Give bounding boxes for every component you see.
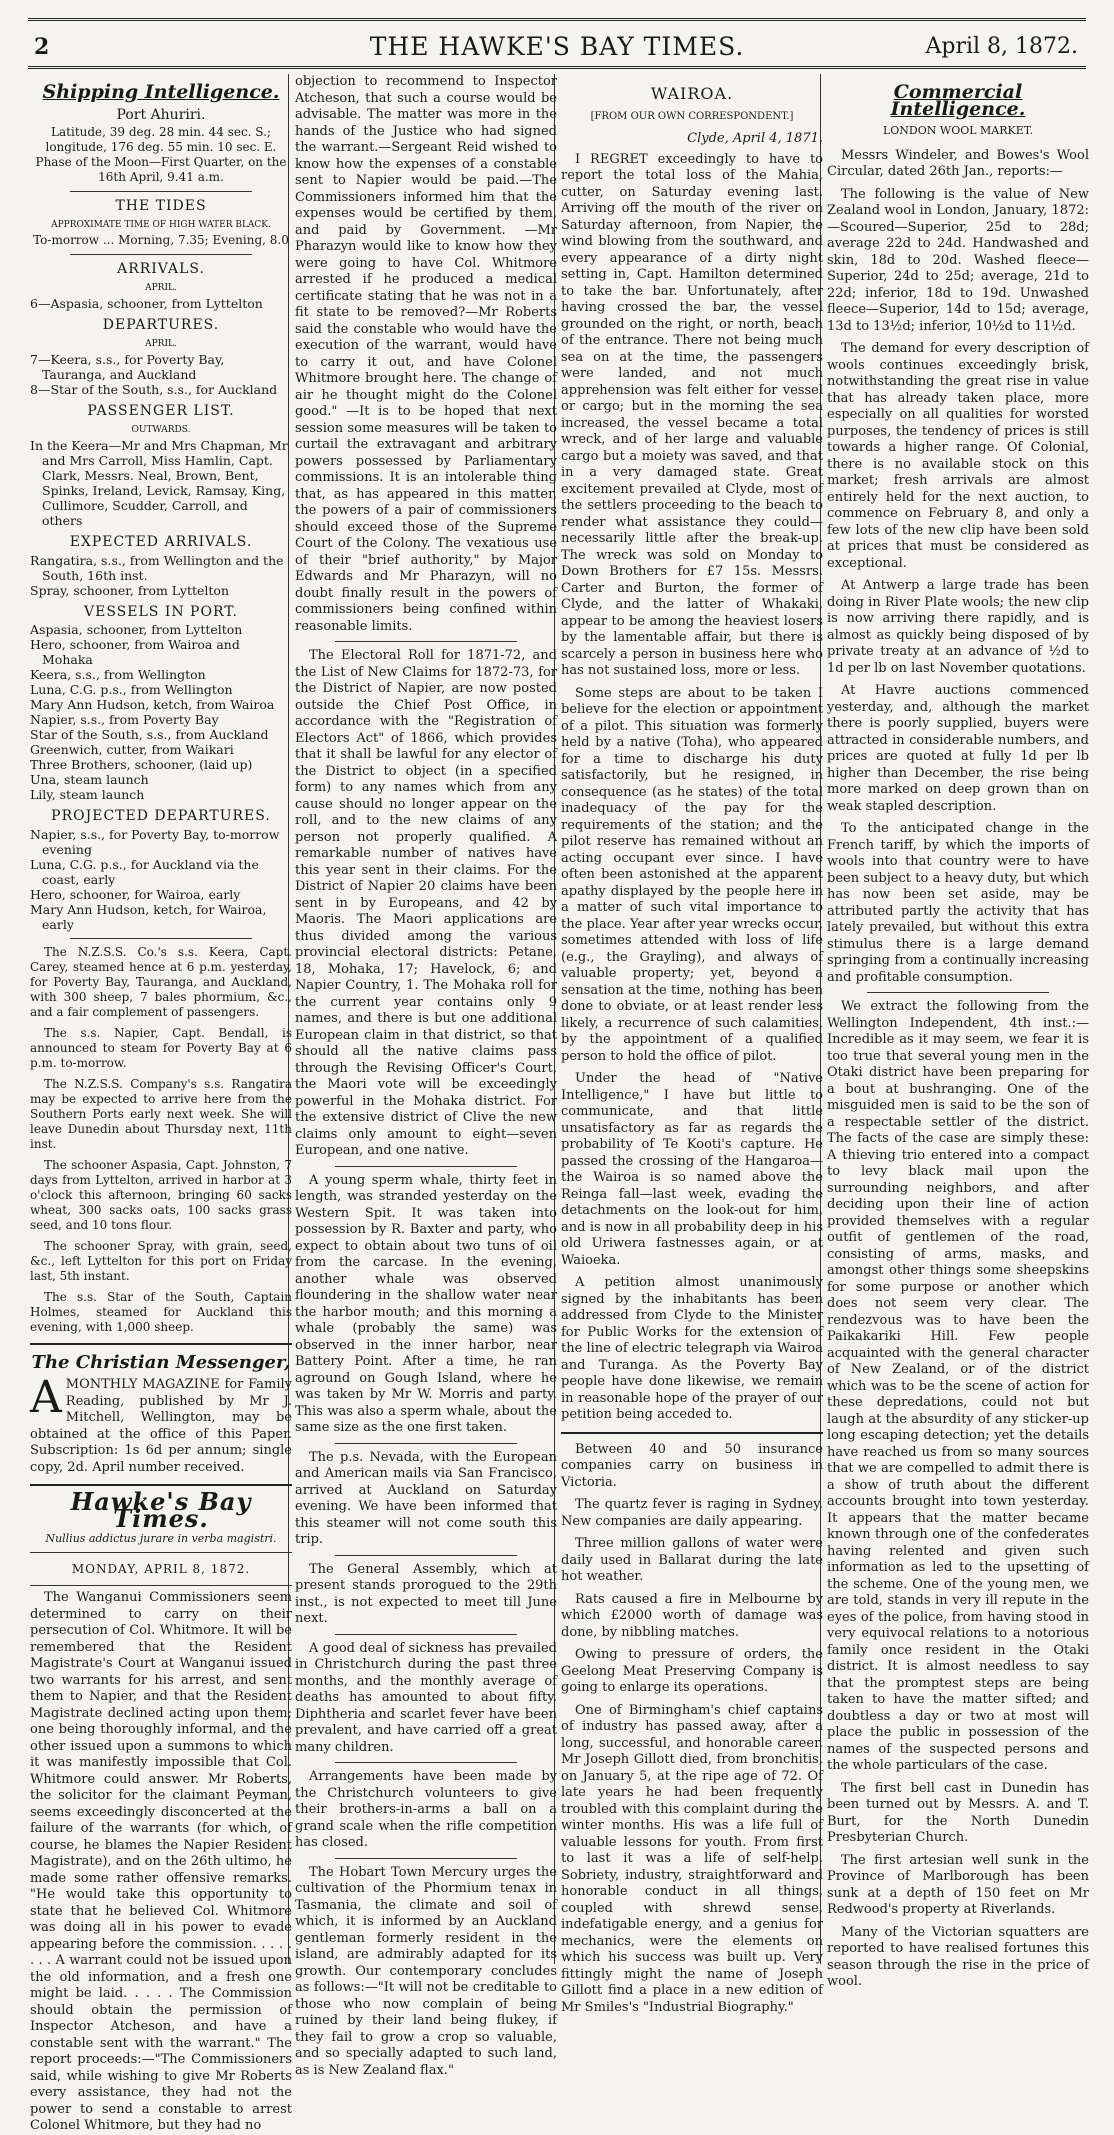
news-item: We extract the following from the Wellington Independent, 4th inst.:—Incredible as it may seem, we fear it is too true that several young men in the Otaki district have been preparing for a bout at bushranging. One of the misguided men is said to be the son of a respectable settler of the district. The facts of the case are simply these: A thieving trio entered into a compact to levy black mail upon the surrounding neighbors, and after deciding upon their line of action provided themselves with a regular outfit of gentlemen of the road, consisting of arms, masks, and amongst other things some sheepskins for some purpose or another which does not seem very clear. The rendezvous was to have been the Paikakariki Hill. Few people acquainted with the general character of New Zealand, or of the district which was to be the scene of action for these depredations, could not but laugh at the absurdity of any sticker-up long escaping detection; yet the details have reached us from so many sources that we are compelled to admit there is a show of truth about the different accounts brought into town yesterday. It appears that the matter became known through one of the confederates having relented and given such information as led to the upsetting of the scheme. One of the young men, we are told, stands in very ill repute in the eyes of the police, from having stood in very equivocal relations to a notorious family once resident in the Otaki district. It is almost needless to say that the promptest steps are being taken to have the matter sifted; and doubtless a day or two at most will place the public in possession of the names of the suspected persons and the whole particulars of the case. xyxy=(827,999,1089,1773)
inport-list xyxy=(30,622,292,802)
paper-nameplate: Hawke's Bay Times. xyxy=(70,1487,252,1533)
rule xyxy=(335,1634,517,1635)
news-item: The first bell cast in Dunedin has been turned out by Messrs. A. and T. Burt, for the North Dunedin Presbyterian Church. xyxy=(827,1780,1089,1845)
list-item: Greenwich, cutter, from Waikari xyxy=(30,742,234,757)
moon-phase: Phase of the Moon—First Quarter, on the 16th April, 9.41 a.m. xyxy=(35,155,287,184)
article-paragraph: The Hobart Town Mercury urges the cultivation of the Phormium tenax in Tasmania, the climate and soil of which, it is informed by an Auckland gentleman formerly resident in the island, are admirably adapted for its growth. Our contemporary concludes as follows:—"It will not be creditable to those who now complain of being ruined by their land being flukey, if they fail to grow a crop so valuable, and so specially adapted to such land, as is New Zealand flax." xyxy=(295,1864,557,2078)
list-item: Rangatira, s.s., from Wellington and the South, 16th inst. xyxy=(30,552,284,583)
article-paragraph: A young sperm whale, thirty feet in length, was stranded yesterday on the Western Spit. It was taken into possession by R. Baxter and party, who expect to obtain about two tuns of oil from the carcase. In the evening, another whale was observed floundering in the shallow water near the harbor mouth; and this morning a whale (probably the same) was observed in the inner harbor, near Battery Point. After a time, he ran aground on Gough Island, where he was taken by Mr W. Morris and party. This was also a sperm whale, about the same size as the one first taken. xyxy=(295,1172,557,1435)
shipping-note: The N.Z.S.S. Co.'s s.s. Keera, Capt. Carey, steamed hence at 6 p.m. yesterday, for Poverty Bay, Tauranga, and Auckland, with 300 sheep, 7 bales phormium, &c., and a fair complement of passengers. xyxy=(30,944,292,1019)
article-paragraph: The General Assembly, which at present stands prorogued to the 29th inst., is not expected to meet till June next. xyxy=(295,1561,557,1626)
issue-date: April 8, 1872. xyxy=(925,34,1078,59)
messenger-text: MONTHLY MAGAZINE for Family Reading, published by Mr J. Mitchell, Wellington, may be obtained at the office of this Paper. Subscription: 1s 6d per annum; single copy, 2d. April number received. xyxy=(30,1377,292,1475)
shipping-note: The s.s. Star of the South, Captain Holmes, steamed for Auckland this evening, with 1,000 sheep. xyxy=(30,1289,292,1334)
rule xyxy=(70,254,252,255)
masthead-rule xyxy=(28,66,1086,69)
tides-times: To-morrow ... Morning, 7.35; Evening, 8.0 xyxy=(33,233,289,247)
arrivals-list xyxy=(30,296,292,311)
rule xyxy=(335,1166,517,1167)
arrivals-heading: ARRIVALS. xyxy=(117,261,205,277)
wairoa-heading: WAIROA. xyxy=(650,84,734,103)
list-item: 8—Star of the South, s.s., for Auckland xyxy=(30,382,278,397)
tides-heading: THE TIDES xyxy=(115,198,207,214)
list-item: Lily, steam launch xyxy=(30,787,145,802)
departures-month: APRIL. xyxy=(145,338,177,349)
shipping-heading: Shipping Intelligence. xyxy=(42,81,280,103)
column-1 xyxy=(30,74,292,2133)
inport-heading: VESSELS IN PORT. xyxy=(84,603,238,620)
list-item: Luna, C.G. p.s., for Auckland via the coast, early xyxy=(30,856,259,887)
list-item: Three Brothers, schooner, (laid up) xyxy=(30,757,253,772)
messenger-heading: The Christian Messenger, xyxy=(31,1351,291,1373)
editorial-paragraph: The Wanganui Commissioners seem determined to carry on their persecution of Col. Whitmore. It will be remembered that the Resident Magistrate's Court at Wanganui issued two warrants for his arrest, and sent them to Napier, and that the Resident Magistrate declined acting upon them; one being thoroughly informal, and the other issued upon a summons to which it was manifestly impossible that Col. Whitmore could answer. Mr Roberts, the solicitor for the claimant Peyman, seems exceedingly disconcerted at the failure of the warrants (for which, of course, he blames the Napier Resident Magistrate), and on the 26th ultimo, he made some rather offensive remarks. "He would take this opportunity to state that he believed Col. Whitmore was doing all in his power to evade appearing before the commission. . . . . . . . A warrant could not be issued upon the old information, and a fresh one might be laid. . . . . The Commission should obtain the permission of Inspector Atcheson, and have a constable sent with the warrant." The report proceeds:—"The Commissioners said, while wishing to give Mr Roberts every assistance, they had not the power to send a constable to arrest Colonel Whitmore, but they had no xyxy=(30,1590,292,2133)
rule xyxy=(335,1858,517,1859)
list-item: 7—Keera, s.s., for Poverty Bay, Tauranga, and Auckland xyxy=(30,352,225,382)
article-paragraph: At Antwerp a large trade has been doing in River Plate wools; the new clip is now arriving there rapidly, and is almost as quickly being disposed of by private treaty at an advance of ½d to 1d per lb on last November quotations. xyxy=(827,578,1089,676)
article-paragraph: Messrs Windeler, and Bowes's Wool Circular, dated 26th Jan., reports:— xyxy=(827,147,1089,179)
newspaper-title: THE HAWKE'S BAY TIMES. xyxy=(369,32,745,61)
list-item: Star of the South, s.s., from Auckland xyxy=(30,727,269,742)
drop-cap: A xyxy=(30,1372,62,1423)
article-paragraph: Arrangements have been made by the Christchurch volunteers to give their brothers-in-arms a ball on a grand scale when the rifle competition has closed. xyxy=(295,1769,557,1850)
article-paragraph: The Electoral Roll for 1871-72, and the List of New Claims for 1872-73, for the District of Napier, are now posted outside the Chief Post Office, in accordance with the "Registration of Electors Act" of 1866, which provides that it shall be lawful for any elector of the District to object (in a specified form) to any names which from any cause should no longer appear on the roll, and to the new claims of any person not properly qualified. A remarkable number of natives have this year sent in their claims. For the District of Napier 20 claims have been sent in by Europeans, and 42 by Maoris. The Maori applications are thus divided among the various provincial electoral districts: Petane, 18, Mohaka, 17; Havelock, 6; and Napier Country, 1. The Mohaka roll for the current year contains only 9 names, and there is but one additional European claim in that district, so that should all the native claims pass through the Revising Officer's Court, the Maori vote will be exceedingly powerful in the Mohaka district. For the extensive district of Clive the new claims only amount to eight—seven European, and one native. xyxy=(295,648,557,1158)
paper-motto: Nullius addictus jurare in verba magistri. xyxy=(45,1532,277,1545)
article-paragraph: A petition almost unanimously signed by the inhabitants has been addressed from Clyde to the Minister for Public Works for the extension of the line of electric telegraph via Wairoa and Turanga. As the Poverty Bay people have done likewise, we remain in reasonable hope of the prayer of our petition being acceded to. xyxy=(561,1275,823,1422)
article-paragraph: The p.s. Nevada, with the European and American mails via San Francisco, arrived at Auckland on Saturday evening. We have been informed that this steamer will not come south this trip. xyxy=(295,1449,557,1547)
shipping-notes xyxy=(30,945,292,1335)
rule xyxy=(30,1585,292,1586)
article-paragraph: At Havre auctions commenced yesterday, and, although the market there is poorly supplied, buyers were attracted in considerable numbers, and prices are quoted at fully 1d per lb higher than December, the rise being more marked on deep grown than on weak stapled description. xyxy=(827,683,1089,814)
list-item: Keera, s.s., from Wellington xyxy=(30,667,206,682)
news-item: One of Birmingham's chief captains of industry has passed away, after a long, successful, and honorable career. Mr Joseph Gillott died, from bronchitis, on January 5, at the ripe age of 72. Of late years he had been frequently troubled with this complaint during the winter months. His was a life full of valuable lessons for youth. From first to last it was a life of self-help. Sobriety, industry, straightforward and honorable conduct in all things, coupled with shrewd sense, indefatigable energy, and a genius for mechanics, were the elements on which his success was built up. Very fittingly might the name of Joseph Gillott find a place in a new edition of Mr Smiles's "Industrial Biography." xyxy=(561,1702,823,2015)
port-name: Port Ahuriri. xyxy=(116,106,206,123)
news-item: Between 40 and 50 insurance companies carry on business in Victoria. xyxy=(561,1441,823,1490)
list-item: Una, steam launch xyxy=(30,772,149,787)
rule xyxy=(335,1762,517,1763)
expected-heading: EXPECTED ARRIVALS. xyxy=(69,534,253,550)
list-item: Luna, C.G. p.s., from Wellington xyxy=(30,682,233,697)
outwards-label: OUTWARDS. xyxy=(131,424,191,435)
list-item: 6—Aspasia, schooner, from Lyttelton xyxy=(30,296,263,311)
passenger-list xyxy=(30,438,292,528)
rule xyxy=(70,191,252,192)
shipping-note: The schooner Aspasia, Capt. Johnston, 7 days from Lyttelton, arrived in harbor at 3 o'clock this afternoon, bringing 60 sacks wheat, 300 sacks oats, 100 sacks grass seed, and 10 tons flour. xyxy=(30,1157,292,1232)
departures-heading: DEPARTURES. xyxy=(102,317,220,333)
rule xyxy=(561,1432,823,1434)
list-item: Aspasia, schooner, from Lyttelton xyxy=(30,622,243,637)
tides-subheading: APPROXIMATE TIME OF HIGH WATER BLACK. xyxy=(51,219,271,230)
list-item: Napier, s.s., from Poverty Bay xyxy=(30,712,219,727)
list-item: Hero, schooner, from Wairoa and Mohaka xyxy=(30,637,240,667)
list-item: Mary Ann Hudson, ketch, from Wairoa xyxy=(30,697,275,712)
page-number: 2 xyxy=(34,34,50,60)
rule xyxy=(335,641,517,642)
list-item: Spray, schooner, from Lyttelton xyxy=(30,582,229,598)
rule xyxy=(335,1555,517,1556)
commercial-heading: Commercial Intelligence. xyxy=(890,81,1026,120)
rule xyxy=(30,1343,292,1345)
rule xyxy=(70,938,252,939)
wairoa-dateline: Clyde, April 4, 1871. xyxy=(687,131,823,146)
shipping-note: The N.Z.S.S. Company's s.s. Rangatira may be expected to arrive here from the Southern Ports early next week. She will leave Dunedin about Thursday next, 11th inst. xyxy=(30,1076,292,1151)
article-paragraph: To the anticipated change in the French tariff, by which the imports of wools into that country were to have been subject to a heavy duty, but which has now been set aside, may be attributed partly the activity that has lately prevailed, but without this extra stimulus there is a large demand springing from a continually increasing and profitable consumption. xyxy=(827,821,1089,985)
list-item: In the Keera—Mr and Mrs Chapman, Mr and Mrs Carroll, Miss Hamlin, Capt. Clark, Messrs. Neal, Brown, Bent, Spinks, Ireland, Levick, Ramsay, King, Cullimore, Scudder, Carroll, and others xyxy=(30,438,288,528)
departures-list xyxy=(30,352,292,397)
news-item: The quartz fever is raging in Sydney. New companies are daily appearing. xyxy=(561,1497,823,1529)
top-rule xyxy=(28,18,1086,21)
projected-list xyxy=(30,827,292,932)
article-paragraph: I REGRET exceedingly to have to report the total loss of the Mahia, cutter, on Saturday evening last. Arriving off the mouth of the river on Saturday afternoon, from Napier, the wind blowing from the southward, and every appearance of a dirty night setting in, Capt. Hamilton determined to take the bar. Unfortunately, after having crossed the bar, the vessel grounded on the right, or north, beach of the entrance. There not being much sea on at the time, the passengers were landed, and not much apprehension was felt either for vessel or cargo; but in the morning the sea increased, the vessel became a total wreck, and of her large and valuable cargo but a moiety was saved, and that in a very damaged state. Great excitement prevailed at Clyde, most of the settlers proceeding to the beach to render what assistance they could—necessarily little after the break-up. The wreck was sold on Monday to Down Brothers for £7 15s. Messrs. Carter and Burton, the former of Clyde, and the latter of Whakaki, appear to be among the heaviest losers by the lamentable affair, but there is scarcely a person in business here who has not sustained loss, more or less. xyxy=(561,151,823,678)
passenger-heading: PASSENGER LIST. xyxy=(87,403,235,419)
wool-market-heading: LONDON WOOL MARKET. xyxy=(882,124,1033,137)
list-item: Mary Ann Hudson, ketch, for Wairoa, early xyxy=(30,901,267,932)
news-item: Owing to pressure of orders, the Geelong Meat Preserving Company is going to enlarge its operations. xyxy=(561,1647,823,1695)
rule xyxy=(30,1484,292,1486)
news-item: Rats caused a fire in Melbourne by which £2000 worth of damage was done, by nibbling matches. xyxy=(561,1591,823,1640)
rule xyxy=(30,1552,292,1553)
arrivals-month: APRIL. xyxy=(145,282,177,293)
expected-list xyxy=(30,553,292,598)
article-paragraph: Some steps are about to be taken I believe for the election or appointment of a pilot. This situation was formerly held by a native (Toha), who appeared for a time to discharge his duty satisfactorily, but he resigned, in consequence (as he states) of the total inadequacy of the pay for the requirements of the station; and the pilot reserve has remained without an acting occupant ever since. I have often been astonished at the apparent apathy displayed by the people here in a matter of such vital importance to the place. Year after year wrecks occur, sometimes attended with loss of life (e.g., the Grayling), and always of valuable property; yet, beyond a sensation at the time, nothing has been done to obviate, or at least render less likely, a recurrence of such calamities, by the appointment of a qualified person to hold the office of pilot. xyxy=(561,685,823,1064)
shipping-note: The schooner Spray, with grain, seed, &c., left Lyttelton for this port on Friday last, 5th instant. xyxy=(30,1238,292,1283)
article-paragraph: A good deal of sickness has prevailed in Christchurch during the past three months, and the monthly average of deaths has amounted to about fifty. Diphtheria and scarlet fever have been prevalent, and have carried off a great many children. xyxy=(295,1640,557,1755)
paper-dateline: MONDAY, APRIL 8, 1872. xyxy=(71,1561,251,1576)
article-paragraph: objection to recommend to Inspector Atcheson, that such a course would be advisable. The matter was more in the hands of the Justice who had signed the warrant.—Sergeant Reid wished to know how the expenses of a constable sent to Napier would be paid.—The Commissioners informed him that the expenses would be certified by them, and paid by Government. —Mr Pharazyn would like to know how they were going to have Col. Whitmore arrested if he produced a medical certificate stating that he was not in a fit state to be removed?—Mr Roberts said the constable who would have the execution of the warrant, would have to carry it out, and have Colonel Whitmore brought here. The change of air he thought might do the Colonel good." —It is to be hoped that next session some measures will be taken to curtail the extravagant and arbitrary powers possessed by Parliamentary commissions. It is an intolerable thing that, as has appeared in this matter, the powers of a pair of commissioners should exceed those of the Supreme Court of the Colony. The vexatious use of their "brief authority," by Major Edwards and Mr Pharazyn, will no doubt finally result in the powers of commissioners being confined within reasonable limits. xyxy=(295,74,557,634)
column-2 xyxy=(295,74,557,2078)
article-paragraph: The demand for every description of wools continues exceedingly brisk, notwithstanding the great rise in value that has already taken place, more especially on all qualities for worsted purposes, the tendency of prices is still towards a higher range. Of Colonial, there is no available stock on this market; fresh arrivals are almost entirely held for the next auction, to commence on February 8, and only a few lots of the new clip have been sold at prices that must be considered as exceptional. xyxy=(827,341,1089,571)
projected-heading: PROJECTED DEPARTURES. xyxy=(51,808,271,824)
article-paragraph: Under the head of "Native Intelligence," I have but little to communicate, and that little unsatisfactory as far as regards the probability of Te Kooti's capture. He passed the crossing of the Hangaroa—the Wairoa is so named above the Reinga fall—last week, evading the detachments on the look-out for him, and is now in all probability deep in his old Uriwera fastnesses again, or at Waioeka. xyxy=(561,1071,823,1268)
list-item: Napier, s.s., for Poverty Bay, to-morrow evening xyxy=(30,826,280,857)
article-paragraph: The following is the value of New Zealand wool in London, January, 1872:—Scoured—Superior, 25d to 28d; average 22d to 24d. Handwashed and skin, 18d to 20d. Washed fleece—Superior, 24d to 25d; average, 21d to 22d; inferior, 18d to 19d. Unwashed fleece—Superior, 14d to 15d; average, 13d to 13½d; inferior, 10½d to 11½d. xyxy=(827,186,1089,334)
messenger-advert xyxy=(30,1372,292,1476)
list-item: Hero, schooner, for Wairoa, early xyxy=(30,886,241,902)
shipping-note: The s.s. Napier, Capt. Bendall, is announced to steam for Poverty Bay at 6 p.m. to-morrow. xyxy=(30,1025,292,1070)
masthead xyxy=(28,26,1086,66)
latlong: Latitude, 39 deg. 28 min. 44 sec. S.; longitude, 176 deg. 55 min. 10 sec. E. xyxy=(45,125,277,154)
correspondent-line: [FROM OUR OWN CORRESPONDENT.] xyxy=(590,110,794,122)
news-item: Many of the Victorian squatters are reported to have realised fortunes this season through the rise in the price of wool. xyxy=(827,1924,1089,1989)
rule xyxy=(867,992,1049,993)
news-item: Three million gallons of water were daily used in Ballarat during the late hot weather. xyxy=(561,1536,823,1584)
rule xyxy=(335,1443,517,1444)
column-4 xyxy=(827,74,1089,1989)
news-item: The first artesian well sunk in the Province of Marlborough has been sunk at a depth of 150 feet on Mr Redwood's property at Riverlands. xyxy=(827,1852,1089,1917)
column-3 xyxy=(561,74,823,2015)
